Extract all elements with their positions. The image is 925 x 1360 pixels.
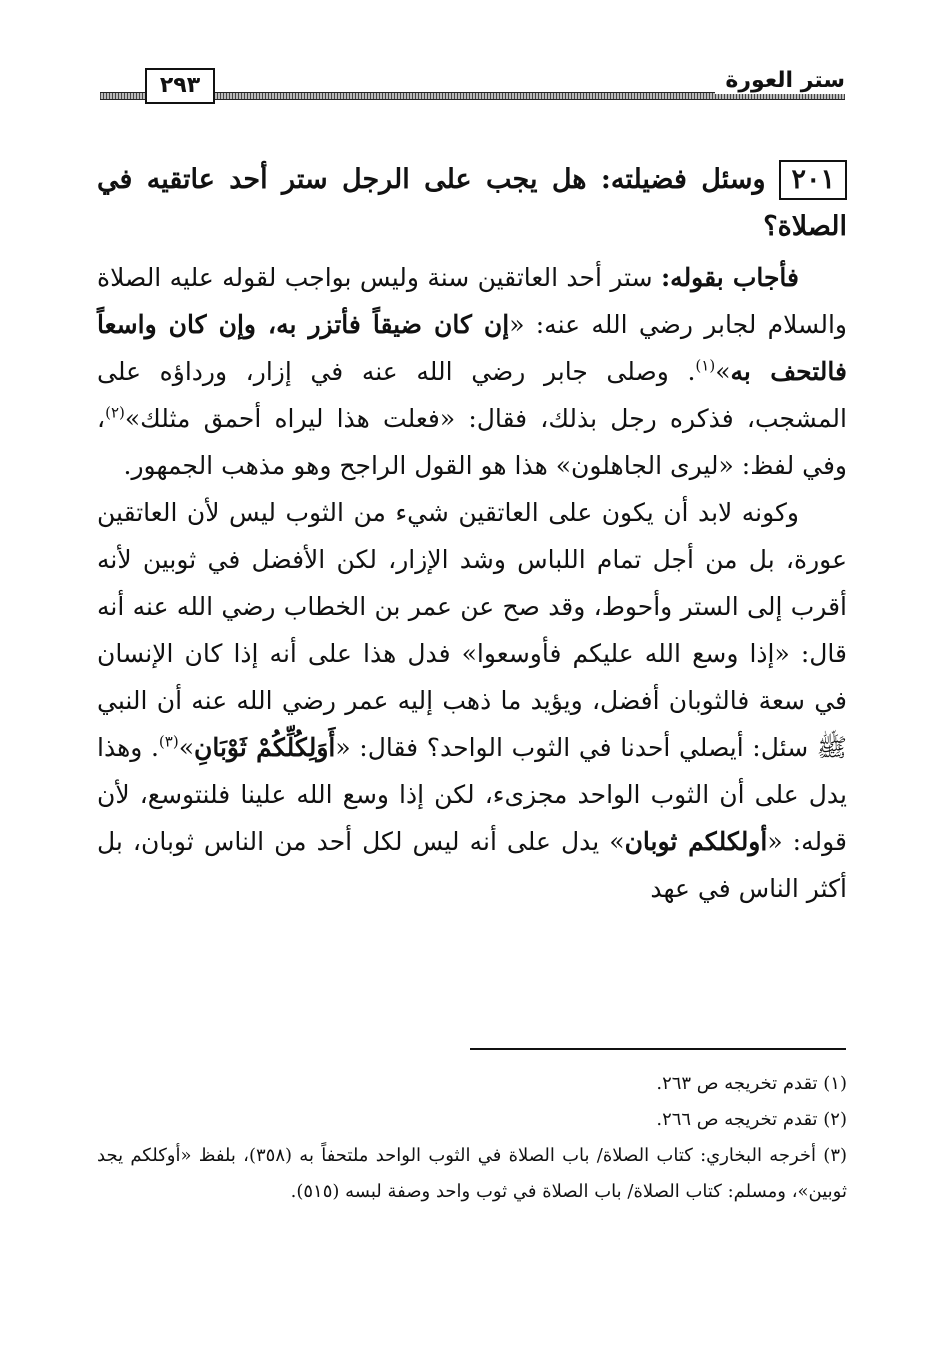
answer-text: ستر أحد العاتقين سنة وليس بواجب لقوله عليه الصلاة والسلام لجابر رضي الله عنه: «: [97, 263, 847, 339]
page-number: ٢٩٣: [145, 68, 215, 104]
answer-text: »: [178, 733, 194, 762]
footnote-separator: [470, 1048, 846, 1050]
page-header: [100, 68, 845, 108]
hadith-quote: أَوَلِكُلِّكُمْ ثَوْبَانِ: [193, 733, 336, 762]
answer-text: وكونه لابد أن يكون على العاتقين شيء من الثوب ليس لأن العاتقين عورة، بل من أجل تمام اللباس وشد الإزار، لكن الأفضل في ثوبين لأنه أقرب إلى الستر وأحوط، وقد صح عن عمر بن الخطاب رضي الله عنه أنه قال: «إذا وسع الله عليكم فأوسعوا» فدل هذا على أنه إذا كان الإنسان في سعة فالثوبان أفضل، ويؤيد ما ذهب إليه عمر رضي الله عنه أن النبي ﷺ سئل: أيصلي أحدنا في الثوب الواحد؟ فقال: «: [97, 498, 847, 762]
footnotes: [97, 1066, 847, 1210]
footnote-1: (١) تقدم تخريجه ص ٢٦٣.: [656, 1073, 847, 1094]
question-heading: [97, 156, 847, 250]
footnote-2: (٢) تقدم تخريجه ص ٢٦٦.: [656, 1109, 847, 1130]
main-text: [97, 156, 847, 912]
question-text: وسئل فضيلته: هل يجب على الرجل ستر أحد عاتقيه في الصلاة؟: [97, 164, 847, 242]
footnote-3: (٣) أخرجه البخاري: كتاب الصلاة/ باب الصلاة في الثوب الواحد ملتحفاً به (٣٥٨)، بلفظ «أوكلكم يجد ثوبين»، ومسلم: كتاب الصلاة/ باب الصلاة في ثوب واحد وصفة لبسه (٥١٥).: [97, 1145, 848, 1202]
answer-text: . وهذا يدل على أن الثوب الواحد مجزىء، لكن إذا وسع الله علينا فلنتوسع، لأن قوله: «: [97, 733, 847, 856]
answer-text: . وصلى جابر رضي الله عنه في إزار، ورداؤه على المشجب، فذكره رجل بذلك، فقال: «فعلت هذا ليراه أحمق مثلك»: [97, 357, 847, 433]
question-number: ٢٠١: [779, 160, 847, 200]
hadith-quote: إن كان ضيقاً فأتزر به، وإن كان واسعاً فالتحف به: [97, 310, 847, 386]
hadith-quote: أولكلكم ثوبان: [624, 827, 768, 856]
footnote-ref-1[interactable]: (١): [695, 356, 716, 375]
answer-paragraph-2: [97, 489, 847, 912]
footnote-ref-3[interactable]: (٣): [158, 732, 179, 751]
answer-paragraph-1: [97, 254, 847, 489]
running-title: ستر العورة: [715, 68, 845, 94]
footnote-ref-2[interactable]: (٢): [105, 403, 125, 422]
answer-lead: فأجاب بقوله:: [660, 263, 800, 292]
answer-text: » يدل على أنه ليس لكل أحد من الناس ثوبان، بل أكثر الناس في عهد: [97, 827, 847, 903]
answer-text: ، وفي لفظ: «ليرى الجاهلون» هذا هو القول الراجح وهو مذهب الجمهور.: [97, 404, 847, 480]
answer-text: »: [715, 357, 731, 386]
